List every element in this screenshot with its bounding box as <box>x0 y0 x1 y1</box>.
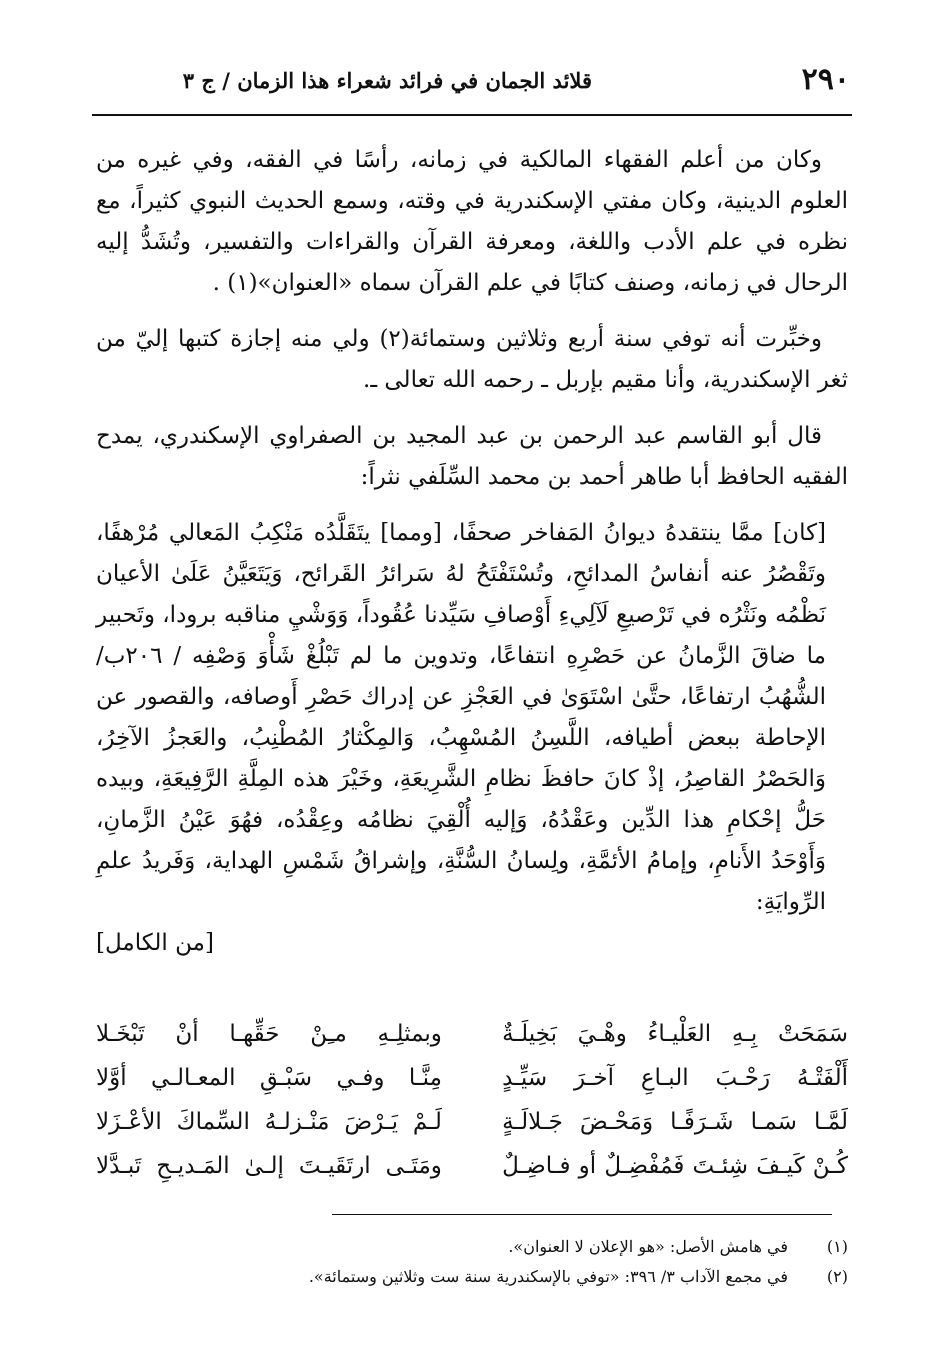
footnote <box>96 1232 848 1262</box>
footnote-text: في مجمع الآداب ٣/ ٣٩٦: «توفي بالإسكندرية سنة ست وثلاثين وستمائة». <box>308 1267 788 1286</box>
poem-verse <box>96 1100 848 1144</box>
verse-second-hemistich: مِنَّـا وفـي سَبْـقِ المعـالـي أوَّلا <box>96 1065 442 1091</box>
poem <box>96 1012 848 1188</box>
poem-verse <box>96 1056 848 1100</box>
paragraph-death: وخبِّرت أنه توفي سنة أربع وثلاثين وستمائة(٢) ولي منه إجازة كتبها إليّ من ثغر الإسكندرية، وأنا مقيم بإربل ـ رحمه الله تعالى ـ. <box>96 326 848 393</box>
footnote-text: في هامش الأصل: «هو الإعلان لا العنوان». <box>508 1237 788 1256</box>
page-header <box>92 62 852 104</box>
poem-verse <box>96 1144 848 1188</box>
paragraph-quote-intro: قال أبو القاسم عبد الرحمن بن عبد المجيد بن الصفراوي الإسكندري، يمدح الفقيه الحافظ أبا طاهر أحمد بن محمد السِّلَفي نثراً: <box>96 423 848 490</box>
verse-first-hemistich: أَلْفَتْـهُ رَحْـبَ البـاعِ آخـرَ سَيِّـدٍ <box>502 1065 848 1091</box>
verse-first-hemistich: كُـنْ كَيـفَ شِئـتَ فَمُفْضِـلٌ أو فـاضِـلٌ <box>502 1153 848 1179</box>
meter-label: [من الكامل] <box>96 930 214 956</box>
header-divider <box>92 114 852 116</box>
prose-quotation-text: [كان] ممَّا ينتقدهُ ديوانُ المَفاخر صحفًا، [ومما] يتَقَلَّدُه مَنْكِبُ المَعالي مُرْهفًا، وتَقْصُرُ عنه أنفاسُ المدائحِ، وتُسْتَفْتَحُ لهُ سَرائرُ القَرائح، وَيَتَعَيَّنُ عَلَىٰ الأعيان نَظْمُه ونَثْرُه في تَرْصيعِ لَآلِيءِ أَوْصافِ سَيِّدنا عُقُوداً، وَوَشْيِ مناقبه برودا، وتَحبير ما ضاقَ الزَّمانُ عن حَصْرِهِ انتفاعًا، وتدوين ما لم تَبْلُغْ شَأْوَ وَصْفِه / ٢٠٦ب/ الشُّهُبُ ارتفاعًا، حتَّىٰ اسْتَوَىٰ في العَجْزِ عن إدراك حَصْرِ أَوصافه، والقصور عن الإحاطة ببعض أطيافه، اللَّسِنُ المُسْهِبُ، وَالمِكْثارُ المُطْنِبُ، والعَجزُ الآخِرُ، وَالحَصْرُ القاصِرُ، إذْ كانَ حافظَ نظامِ الشَّرِيعَةِ، وخَيْرَ هذه المِلَّةِ الرَّفِيعَةِ، وبيده حَلُّ إحْكامِ هذا الدِّين وعَقْدُهُ، وَإليه أُلْقِيَ نظامُه وعِقْدُه، فهُوَ عَيْنُ الزَّمانِ، وَأَوْحَدُ الأَنامِ، وإمامُ الأئمَّةِ، ولِسانُ السُّنَّةِ، وإشراقُ شَمْسِ الهداية، وَفَريدُ علمِ الرِّوايَةِ: <box>96 520 826 915</box>
footnotes <box>96 1232 848 1292</box>
footnote <box>96 1262 848 1292</box>
verse-first-hemistich: سَمَحَتْ بِـهِ العَلْيـاءُ وهْـيَ بَخِيلَـةٌ <box>502 1021 848 1047</box>
footnote-divider <box>332 1214 832 1215</box>
prose-quotation <box>96 513 826 964</box>
verse-second-hemistich: وبمثلِـهِ مـِنْ حَقِّهـا أنْ تَبْخَـلا <box>96 1021 442 1047</box>
footnote-number: (١) <box>826 1237 848 1256</box>
verse-second-hemistich: ومَتَـى ارتَقَيـتَ إلـىٰ المَـديـحِ تَبـدَّلا <box>96 1153 442 1179</box>
paragraph-biography: وكان من أعلم الفقهاء المالكية في زمانه، رأسًا في الفقه، وفي غيره من العلوم الدينية، وكان مفتي الإسكندرية في وقته، وسمع الحديث النبوي كثيراً، مع نظره في علم الأدب واللغة، ومعرفة القرآن والقراءات والتفسير، وتُشَدُّ إليه الرحال في زمانه، وصنف كتابًا في علم القرآن سماه «العنوان»(١) . <box>96 147 848 296</box>
page-number: ٢٩٠ <box>801 62 850 97</box>
verse-first-hemistich: لَمَّـا سَمـا شَـرَفًـا وَمَحْـضَ جَـلالَـةٍ <box>502 1109 848 1135</box>
footnote-number: (٢) <box>826 1267 848 1286</box>
running-title: قلائد الجمان في فرائد شعراء هذا الزمان / ج ٣ <box>182 68 592 93</box>
verse-second-hemistich: لَـمْ يَـرْضَ مَنْـزلـهُ السِّماكَ الأعْـزَلا <box>96 1109 442 1135</box>
poem-verse <box>96 1012 848 1056</box>
main-text <box>96 140 848 972</box>
